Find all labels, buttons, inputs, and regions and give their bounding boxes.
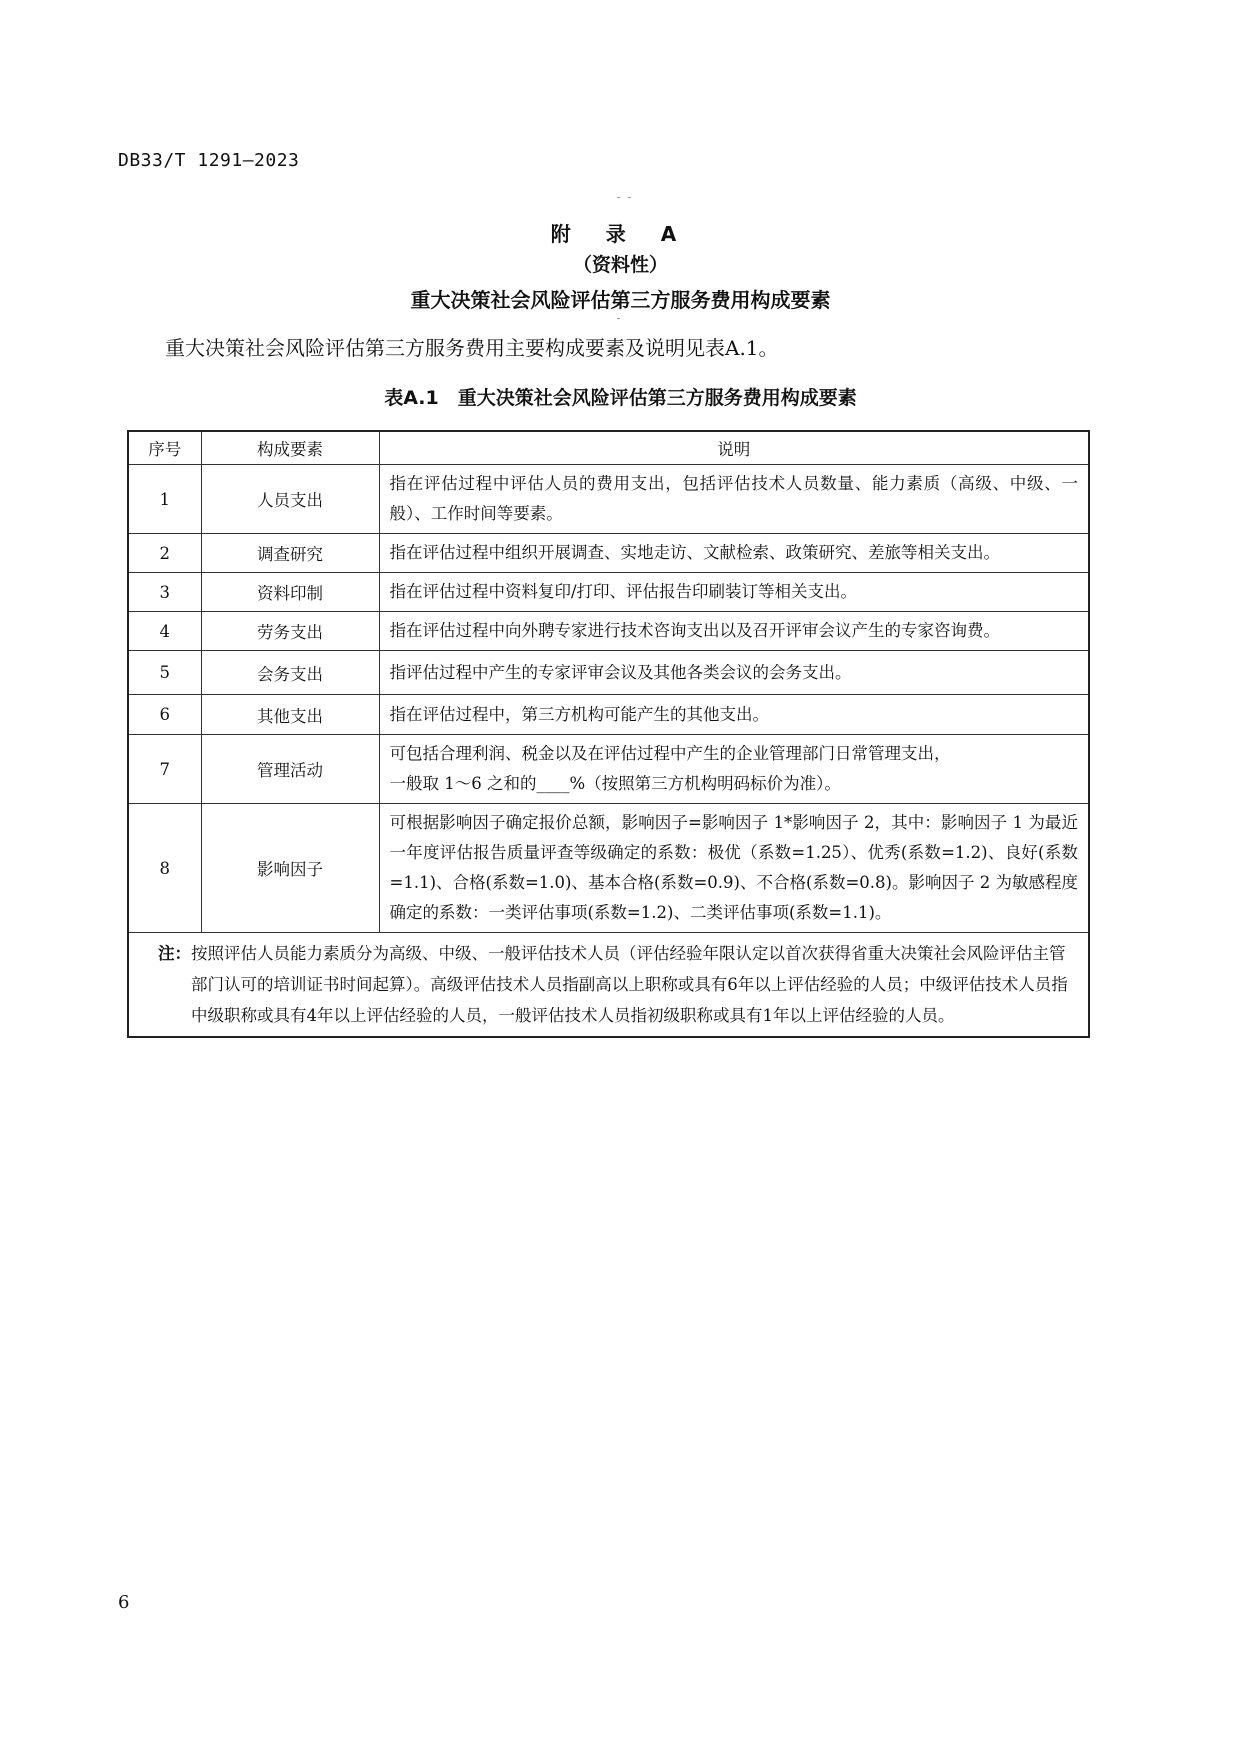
appendix-title: 附 录 A xyxy=(550,222,691,246)
table-row xyxy=(128,534,1089,573)
table-caption: 表A.1 重大决策社会风险评估第三方服务费用构成要素 xyxy=(384,387,857,409)
note-label: 注： xyxy=(158,944,191,963)
table-row xyxy=(128,735,1089,804)
description-line: 一般取 1～6 之和的____%（按照第三方机构明码标价为准）。 xyxy=(389,774,841,793)
intro-paragraph: 重大决策社会风险评估第三方服务费用主要构成要素及说明见表A.1。 xyxy=(165,336,779,360)
scan-speck xyxy=(628,197,631,198)
table-note-row xyxy=(128,933,1089,1038)
table-row xyxy=(128,695,1089,735)
row-element: 管理活动 xyxy=(201,735,379,804)
description-line: 可包括合理利润、税金以及在评估过程中产生的企业管理部门日常管理支出， xyxy=(389,744,951,763)
row-element: 调查研究 xyxy=(201,534,379,573)
row-description: 指评估过程中产生的专家评审会议及其他各类会议的会务支出。 xyxy=(379,651,1089,695)
row-element: 会务支出 xyxy=(201,651,379,695)
document-code: DB33/T 1291—2023 xyxy=(118,150,300,171)
appendix-name: 重大决策社会风险评估第三方服务费用构成要素 xyxy=(410,288,831,312)
row-element: 影响因子 xyxy=(201,804,379,933)
table-row xyxy=(128,612,1089,651)
row-index: 4 xyxy=(128,612,201,651)
row-description: 指在评估过程中，第三方机构可能产生的其他支出。 xyxy=(379,695,1089,735)
row-element: 资料印制 xyxy=(201,573,379,612)
row-index: 1 xyxy=(128,465,201,534)
appendix-type: （资料性） xyxy=(572,254,668,276)
row-index: 3 xyxy=(128,573,201,612)
header-index: 序号 xyxy=(128,431,201,465)
row-element: 劳务支出 xyxy=(201,612,379,651)
row-index: 8 xyxy=(128,804,201,933)
row-description: 指在评估过程中资料复印/打印、评估报告印刷装订等相关支出。 xyxy=(379,573,1089,612)
row-index: 6 xyxy=(128,695,201,735)
row-description: 指在评估过程中评估人员的费用支出，包括评估技术人员数量、能力素质（高级、中级、一般）、工作时间等要素。 xyxy=(379,465,1089,534)
row-description: 指在评估过程中向外聘专家进行技术咨询支出以及召开评审会议产生的专家咨询费。 xyxy=(379,612,1089,651)
table-row xyxy=(128,651,1089,695)
row-description: 可根据影响因子确定报价总额，影响因子=影响因子 1*影响因子 2，其中：影响因子 1 为最近一年度评估报告质量评查等级确定的系数：极优（系数=1.25）、优秀(系数=1.2)、良好(系数=1.1)、合格(系数=1.0)、基本合格(系数=0.9)、不合格(系数=0.8)。影响因子 2 为敏感程度确定的系数：一类评估事项(系数=1.2)、二类评估事项(系数=1.1)。 xyxy=(379,804,1089,933)
note-text: 按照评估人员能力素质分为高级、中级、一般评估技术人员（评估经验年限认定以首次获得省重大决策社会风险评估主管部门认可的培训证书时间起算）。高级评估技术人员指副高以上职称或具有6年以上评估经验的人员；中级评估技术人员指中级职称或具有4年以上评估经验的人员，一般评估技术人员指初级职称或具有1年以上评估经验的人员。 xyxy=(191,944,1068,1025)
cost-elements-table xyxy=(127,430,1090,1038)
table-row xyxy=(128,465,1089,534)
row-index: 7 xyxy=(128,735,201,804)
row-index: 5 xyxy=(128,651,201,695)
scan-speck xyxy=(617,318,620,319)
table-row xyxy=(128,804,1089,933)
row-element: 其他支出 xyxy=(201,695,379,735)
header-element: 构成要素 xyxy=(201,431,379,465)
scan-speck xyxy=(617,197,620,198)
page-number: 6 xyxy=(118,1592,130,1613)
row-description xyxy=(379,735,1089,804)
row-index: 2 xyxy=(128,534,201,573)
table-note xyxy=(128,933,1089,1038)
row-element: 人员支出 xyxy=(201,465,379,534)
header-description: 说明 xyxy=(379,431,1089,465)
row-description: 指在评估过程中组织开展调查、实地走访、文献检索、政策研究、差旅等相关支出。 xyxy=(379,534,1089,573)
table-header-row xyxy=(128,431,1089,465)
table-row xyxy=(128,573,1089,612)
